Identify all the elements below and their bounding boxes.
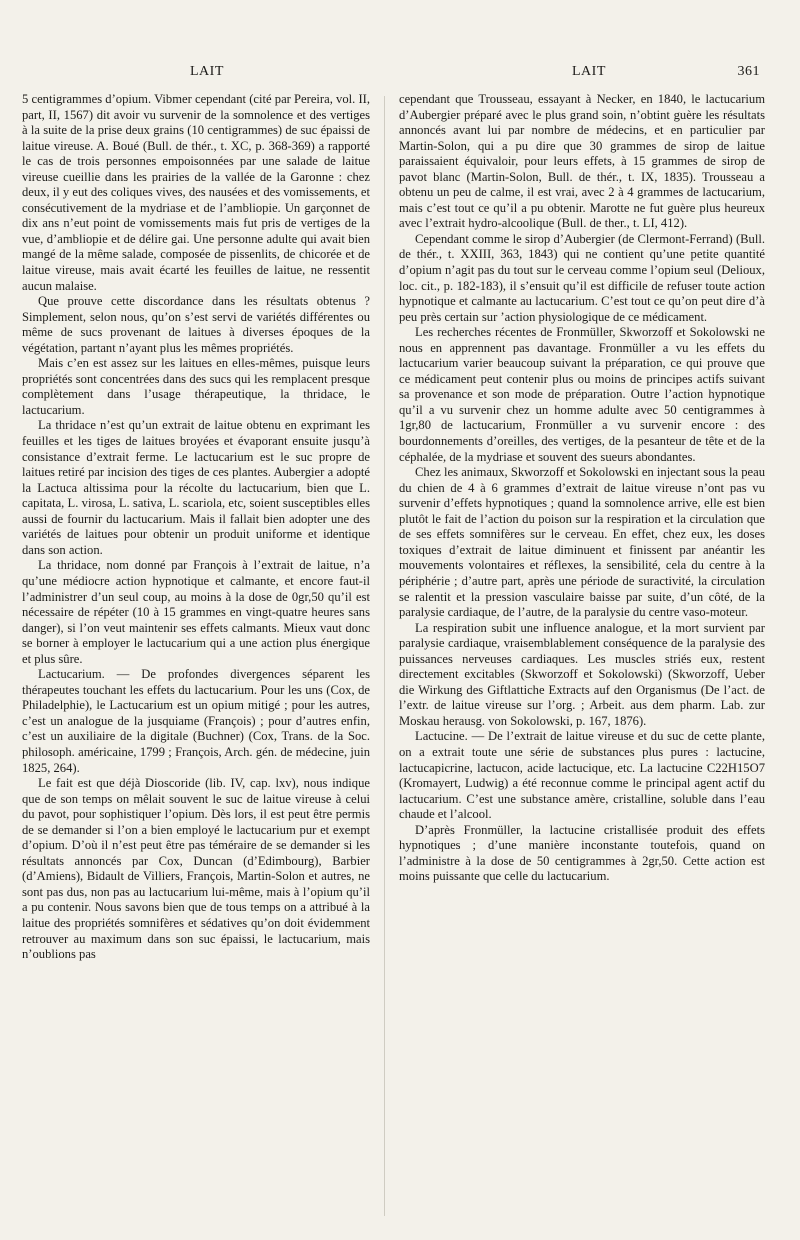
left-column — [22, 92, 370, 1222]
paragraph: Mais c’en est assez sur les laitues en elles-mêmes, puisque leurs propriétés sont concentrées dans des sucs qui les remplacent presque complètement dans l’usage thérapeutique, la thridace, le lactucarium. — [22, 356, 370, 417]
paragraph: cependant que Trousseau, essayant à Necker, en 1840, le lactucarium d’Aubergier préparé avec le plus grand soin, n’obtint guère les résultats annoncés avant lui par nombre de médecins, et en particulier par Martin-Solon, qui a pu dire que 30 grammes de sirop de laitue paraissaient équivaloir, pour leurs effets, à 15 grammes de sirop de pavot blanc (Martin-Solon, Bull. de thér., t. IX, 1835). Trousseau a obtenu un peu de calme, il est vrai, avec 2 à 4 grammes de lactucarium, mais c’est tout ce qu’il a pu obtenir. Marotte ne fut guère plus heureux avec l’extrait hydro-alcoolique (Bull. de ther., t. LI, 412). — [399, 92, 765, 231]
paragraph: La thridace, nom donné par François à l’extrait de laitue, n’a qu’une médiocre action hypnotique et calmante, et encore faut-il l’administrer d’un seul coup, au moins à la dose de 0gr,50 qu’il est nécessaire de répéter (10 à 15 grammes en vingt-quatre heures sans danger), si l’on veut maintenir ses effets calmants. Mieux vaut donc se borner à employer le lactucarium qui a une action plus énergique et plus sûre. — [22, 558, 370, 666]
paragraph: La respiration subit une influence analogue, et la mort survient par paralysie cardiaque, vraisemblablement conséquence de la paralysie des puissances nerveuses cardiaques. Les muscles striés eux, restent directement excitables (Skworzoff et Sokolowski) (Skworzoff, Ueber die Wirkung des Giftlattiche Extracts auf den Organismus (De l’act. de l’extr. de laitue vireuse sur l’org. ; Arbeit. aus dem pharm. Lab. zur Moskau herausg. von Sokolowski, p. 167, 1876). — [399, 620, 765, 728]
paragraph: Chez les animaux, Skworzoff et Sokolowski en injectant sous la peau du chien de 4 à 6 grammes d’extrait de laitue vireuse n’ont pas vu survenir d’effets hypnotiques ; quand la somnolence arrive, elle est bien plutôt le fait de l’action du poison sur la respiration et la circulation que de ses effets somnifères sur le cerveau. En effet, chez eux, les doses toxiques d’extrait de laitue diminuent et finissent par anéantir les mouvements volontaires et réflexes, la sensibilité, cela du centre à la périphérie ; d’autre part, après une période de suractivité, la circulation se ralentit et la pression vasculaire baisse par suite, d’un côté, de la paralysie cardiaque, de l’autre, de la paralysie du centre vaso-moteur. — [399, 465, 765, 620]
paragraph: La thridace n’est qu’un extrait de laitue obtenu en exprimant les feuilles et les tiges de laitues broyées et évaporant ensuite jusqu’à consistance d’extrait ferme. Le lactucarium est le suc propre de laitues retiré par incision des tiges de ces plantes. Aubergier a adopté la Lactuca altissima pour la récolte du lactucarium, bien que L. capitata, L. virosa, L. sativa, L. scariola, etc, soient susceptibles elles aussi de fournir du lactucarium. Mais il fallait bien adopter une des variétés de laitues pour obtenir un produit uniforme et identique dans son action. — [22, 418, 370, 557]
paragraph-lactucine: Lactucine. — De l’extrait de laitue vireuse et du suc de cette plante, on a extrait toute une série de substances plus pures : lactucine, lactucapicrine, lactucon, acide lactucique, etc. La lactucine C22H15O7 (Kromayert, Ludwig) a été reconnue comme le principal agent actif du lactucarium. C’est une substance amère, cristalline, soluble dans l’eau chaude et l’alcool. — [399, 729, 765, 822]
paragraph: Cependant comme le sirop d’Aubergier (de Clermont-Ferrand) (Bull. de thér., t. XXIII, 363, 1843) qui ne contient qu’une petite quantité d’opium n’agit pas du tout sur le cerveau comme l’opium seul (Delioux, loc. cit., p. 182-183), il s’ensuit qu’il est difficile de refuser toute action hypnotique et calmante au lactucarium. C’est tout ce qu’on peut dire d’à peu près certain sur ’action physiologique de ce médicament. — [399, 231, 765, 324]
page-number: 361 — [737, 64, 760, 79]
paragraph: Les recherches récentes de Fronmüller, Skworzoff et Sokolowski ne nous en apprennent pas davantage. Fronmüller a vu les effets du lactucarium varier beaucoup suivant la préparation, ce qui prouve que ce médicament peut contenir plus ou moins de principes actifs suivant sa provenance et son mode de préparation. Outre l’action hypnotique qu’il a vu survenir chez un homme adulte avec 50 centigrammes à 1gr,80 de lactucarium, Fronmüller a vu survenir encore : des bourdonnements d’oreilles, des vertiges, de la pesanteur de tête et de la céphalée, de la mydriase et souvent des sueurs abondantes. — [399, 325, 765, 464]
right-column — [399, 92, 765, 1222]
right-running-title: LAIT — [572, 64, 606, 79]
paragraph-lactucarium: Lactucarium. — De profondes divergences séparent les thérapeutes touchant les effets du lactucarium. Pour les uns (Cox, de Philadelphie), le Lactucarium est un opium mitigé ; pour les autres, c’est un analogue de la jusquiame (François) ; pour d’autres enfin, c’est un auxiliaire de la digitale (Buchner) (Cox, Trans. de la Soc. philosoph. américaine, 1799 ; François, Arch. gén. de médecine, juin 1825, 264). — [22, 667, 370, 775]
left-running-title: LAIT — [190, 64, 224, 79]
paragraph: Que prouve cette discordance dans les résultats obtenus ? Simplement, selon nous, qu’on s’est servi de variétés différentes ou même de sucs provenant de laitues à diverses époques de la végétation, partant n’ayant plus les mêmes propriétés. — [22, 294, 370, 355]
paragraph: D’après Fronmüller, la lactucine cristallisée produit des effets hypnotiques ; d’une manière inconstante toutefois, quand on l’administre à la dose de 50 centigrammes à 2gr,50. Cette action est moins puissante que celle du lactucarium. — [399, 822, 765, 884]
paragraph: 5 centigrammes d’opium. Vibmer cependant (cité par Pereira, vol. II, part, II, 1567) dit avoir vu survenir de la somnolence et des vertiges à la suite de la prise deux grains (10 centigrammes) de suc épaissi de laitue vireuse. A. Boué (Bull. de thér., t. XC, p. 368-369) a rapporté le cas de trois personnes empoisonnées par une salade de laitue vireuse cueillie dans les prairies de la vallée de la Garonne : chez deux, il y eut des coliques vives, des nausées et des vomissements, et consécutivement de la mydriase et de l’ambliopie. Un garçonnet de dix ans n’eut point de vomissements mais fut pris de vertiges de la vue, d’ambliopie et de délire gai. Une personne adulte qui avait bien mangé de la même salade, composée de pissenlits, de chicorée et de laitue vireuse, mais avait écarté les feuilles de laitue, ne ressentit aucun malaise. — [22, 92, 371, 293]
paragraph: Le fait est que déjà Dioscoride (lib. IV, cap. lxv), nous indique que de son temps on mêlait souvent le suc de laitue vireuse à celui du pavot, pour sophistiquer l’opium. Dès lors, il est peut être permis de se demander si l’on a bien employé le lactucarium pur et exempt d’opium. D’où il n’est peut être pas téméraire de se demander si les résultats annoncés par Cox, Duncan (d’Edimbourg), Barbier (d’Amiens), Bidault de Villiers, François, Martin-Solon et autres, ne sont pas dus, non pas au lactucarium lui-même, mais à l’opium qu’il a pu contenir. Nous savons bien que de tous temps on a attribué à la laitue des propriétés somnifères et sédatives qu’on doit évidemment retrouver au maximum dans son suc épaissi, le lactucarium, mais n’oublions pas — [22, 776, 370, 962]
column-divider — [384, 96, 385, 1216]
running-header — [40, 64, 760, 86]
